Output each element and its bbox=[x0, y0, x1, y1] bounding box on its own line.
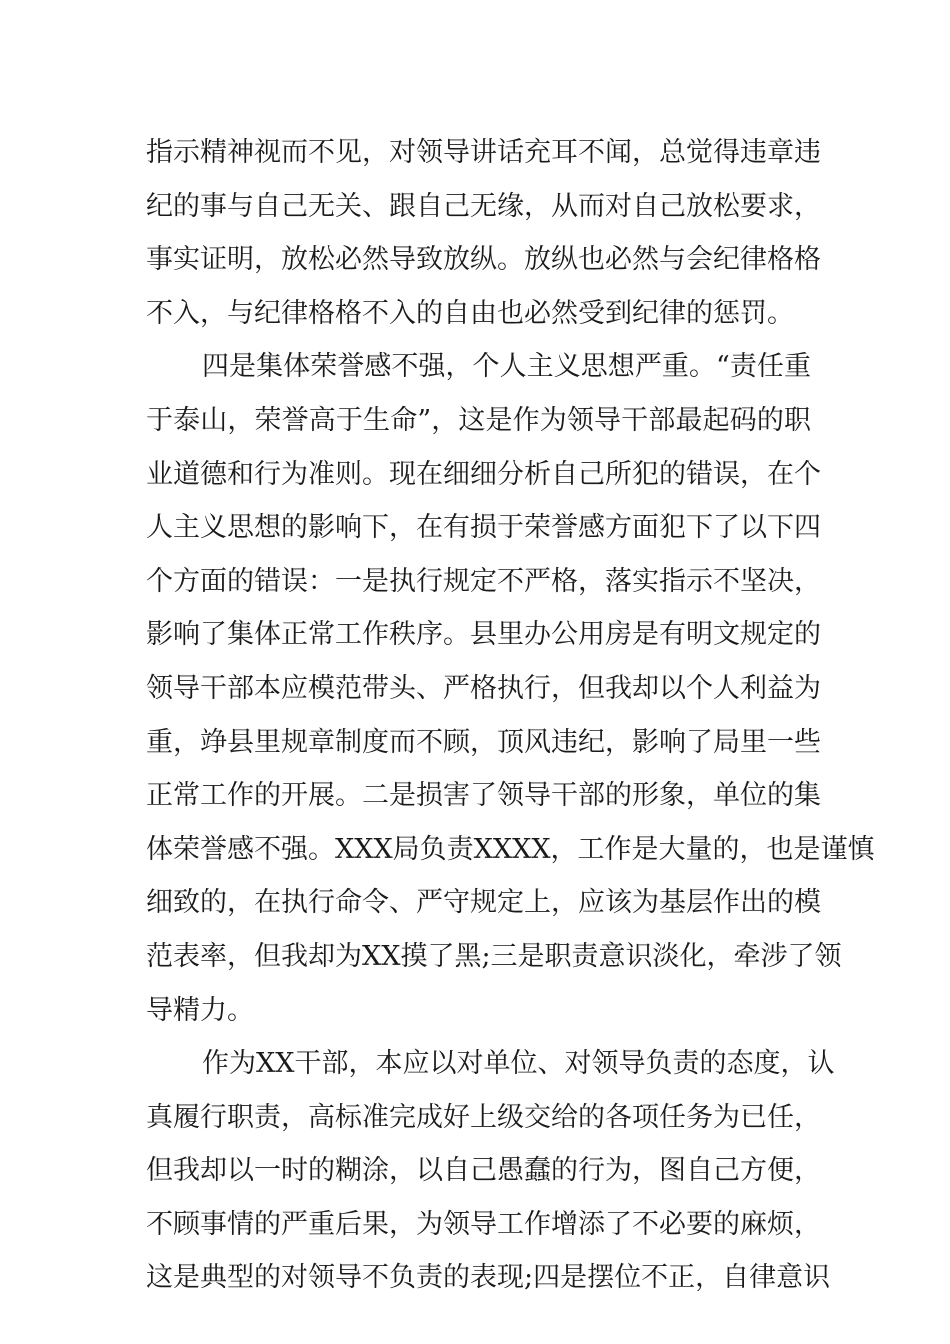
paragraph-first-line: 四是集体荣誉感不强，个人主义思想严重。“责任重 bbox=[202, 351, 811, 383]
text-line: 领导干部本应模范带头、严格执行，但我却以个人利益为 bbox=[146, 672, 821, 704]
text-line: 范表率，但我却为XX摸了黑;三是职责意识淡化，牵涉了领 bbox=[146, 940, 842, 972]
text-line: 重，竫县里规章制度而不顾，顶风违纪，影响了局里一些 bbox=[146, 726, 821, 758]
text-line: 不顾事情的严重后果，为领导工作增添了不必要的麻烦， bbox=[146, 1208, 821, 1240]
text-line: 真履行职责，高标准完成好上级交给的各项任务为已任， bbox=[146, 1101, 821, 1133]
text-line: 纪的事与自己无关、跟自己无缘，从而对自己放松要求， bbox=[146, 190, 821, 222]
text-line: 影响了集体正常工作秩序。县里办公用房是有明文规定的 bbox=[146, 619, 821, 651]
text-line: 事实证明，放松必然导致放纵。放纵也必然与会纪律格格 bbox=[146, 244, 821, 276]
text-line: 体荣誉感不强。XXX局负责XXXX，工作是大量的，也是谨慎 bbox=[146, 833, 875, 865]
text-line: 导精力。 bbox=[146, 994, 254, 1026]
text-line: 但我却以一时的糊涂，以自己愚蠢的行为，图自己方便， bbox=[146, 1155, 821, 1187]
text-line: 个方面的错误：一是执行规定不严格，落实指示不坚决， bbox=[146, 565, 821, 597]
paragraph-first-line: 作为XX干部，本应以对单位、对领导负责的态度，认 bbox=[202, 1048, 835, 1080]
text-line: 正常工作的开展。二是损害了领导干部的形象，单位的集 bbox=[146, 780, 821, 812]
text-line: 人主义思想的影响下，在有损于荣誉感方面犯下了以下四 bbox=[146, 512, 821, 544]
text-line: 不入，与纪律格格不入的自由也必然受到纪律的惩罚。 bbox=[146, 297, 794, 329]
text-line: 业道德和行为准则。现在细细分析自己所犯的错误，在个 bbox=[146, 458, 821, 490]
text-line: 于泰山，荣誉高于生命”，这是作为领导干部最起码的职 bbox=[146, 404, 811, 436]
document-body bbox=[146, 126, 875, 1305]
text-line: 指示精神视而不见，对领导讲话充耳不闻，总觉得违章违 bbox=[146, 137, 821, 168]
text-line: 细致的，在执行命令、严守规定上，应该为基层作出的模 bbox=[146, 887, 821, 919]
text-line: 这是典型的对领导不负责的表现;四是摆位不正，自律意识 bbox=[146, 1262, 831, 1294]
